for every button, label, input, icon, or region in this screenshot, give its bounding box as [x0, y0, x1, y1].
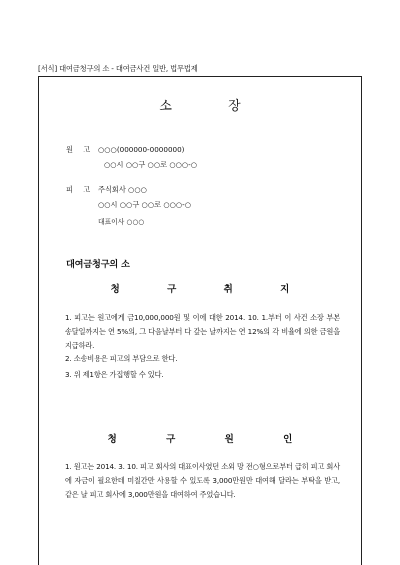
claim-purpose-item: 1. 피고는 원고에게 금10,000,000원 및 이에 대한 2014. 10. 1.부터 이 사건 소장 부본 송달일까지는 연 5%의, 그 다음날부터 다 갚는 날까지는 연 12%의 각 비율에 의한 금원을 지급하라.: [65, 313, 340, 350]
document-title: 소 장: [159, 99, 267, 114]
plaintiff-name: ○○○(000000-0000000): [98, 145, 185, 154]
claim-purpose-item: 2. 소송비용은 피고의 부담으로 한다.: [65, 354, 178, 363]
claim-cause-item: 1. 원고는 2014. 3. 10. 피고 회사의 대표이사였던 소외 망 전○형으로부터 급히 피고 회사에 자금이 필요한데 미칠간만 사용할 수 있도록 3,000만원만 대여해 달라는 부탁을 받고, 같은 날 피고 회사에 3,000만원을 대여하여 주었습니다.: [65, 462, 340, 499]
suit-name: 대여금청구의 소: [66, 259, 130, 270]
form-label: [서식] 대여금청구의 소 - 대여금사건 일반, 법무법제: [38, 64, 198, 73]
defendant-address: ○○시 ○○구 ○○로 ○○○-○: [98, 200, 191, 209]
claim-purpose-item: 3. 위 제1항은 가집행할 수 있다.: [65, 370, 164, 379]
defendant-name: 주식회사 ○○○: [98, 185, 147, 194]
plaintiff-address: ○○시 ○○구 ○○로 ○○○-○: [104, 160, 197, 169]
claim-purpose-heading: 청 구 취 지: [110, 284, 312, 295]
claim-cause-heading: 청 구 원 인: [107, 434, 316, 445]
defendant-representative: 대표이사 ○○○: [98, 218, 145, 226]
plaintiff-role: 원 고: [66, 145, 95, 154]
defendant-role: 피 고: [66, 185, 95, 194]
